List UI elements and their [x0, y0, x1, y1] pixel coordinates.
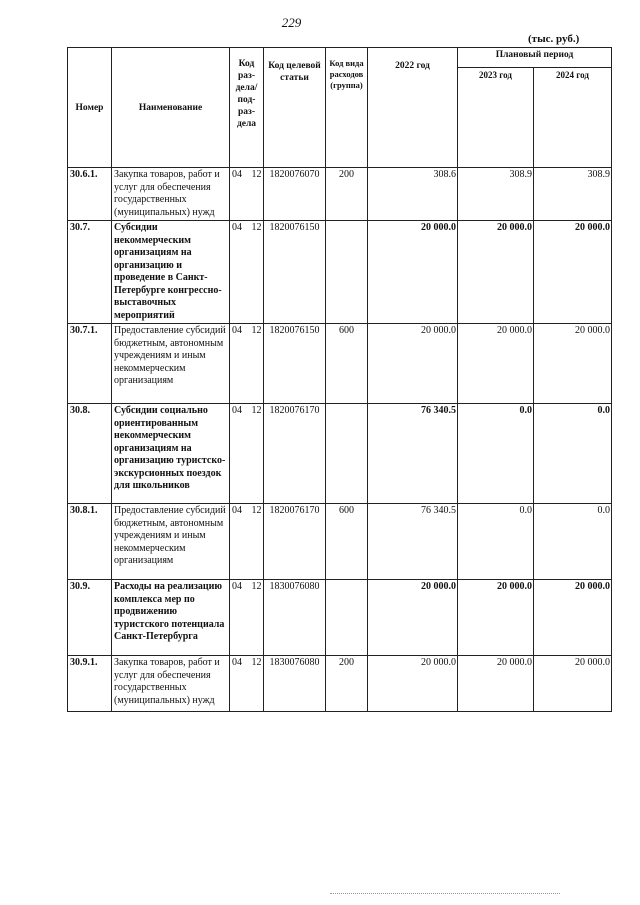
- row-amount-2022: 76 340.5: [368, 404, 458, 504]
- row-expense-code: 200: [326, 168, 368, 221]
- row-subsection: 12: [250, 324, 264, 404]
- row-number: 30.9.: [68, 580, 112, 656]
- row-target-code: 1830076080: [264, 656, 326, 712]
- header-expense: Код вида расходов (группа): [326, 48, 368, 168]
- header-plan-period: Плановый период: [458, 48, 612, 68]
- row-amount-2024: 0.0: [534, 504, 612, 580]
- row-amount-2024: 0.0: [534, 404, 612, 504]
- row-number: 30.8.1.: [68, 504, 112, 580]
- row-name: Закупка товаров, работ и услуг для обеспечения государственных (муниципальных) нужд: [112, 168, 230, 221]
- row-subsection: 12: [250, 504, 264, 580]
- header-target: Код целевой статьи: [264, 48, 326, 168]
- footer-mark: [330, 893, 560, 900]
- row-target-code: 1820076150: [264, 221, 326, 324]
- header-number: Номер: [68, 48, 112, 168]
- row-name: Субсидии социально ориентированным некоммерческим организациям на организацию туристско-экскурсионных поездок для школьников: [112, 404, 230, 504]
- row-expense-code: 600: [326, 324, 368, 404]
- header-2024: 2024 год: [534, 68, 612, 168]
- table-row: [68, 168, 612, 221]
- row-amount-2023: 20 000.0: [458, 324, 534, 404]
- row-number: 30.7.1.: [68, 324, 112, 404]
- row-amount-2022: 20 000.0: [368, 580, 458, 656]
- table-row: [68, 221, 612, 324]
- units-label: (тыс. руб.): [528, 33, 580, 45]
- row-amount-2024: 20 000.0: [534, 656, 612, 712]
- row-amount-2023: 0.0: [458, 504, 534, 580]
- row-name: Предоставление субсидий бюджетным, автономным учреждениям и иным некоммерческим организациям: [112, 504, 230, 580]
- row-expense-code: 200: [326, 656, 368, 712]
- row-section: 04: [230, 324, 250, 404]
- row-expense-code: [326, 404, 368, 504]
- row-section: 04: [230, 656, 250, 712]
- row-amount-2022: 20 000.0: [368, 656, 458, 712]
- row-target-code: 1830076080: [264, 580, 326, 656]
- row-amount-2024: 308.9: [534, 168, 612, 221]
- row-name: Закупка товаров, работ и услуг для обеспечения государственных (муниципальных) нужд: [112, 656, 230, 712]
- row-section: 04: [230, 580, 250, 656]
- row-subsection: 12: [250, 221, 264, 324]
- table-row: [68, 404, 612, 504]
- row-number: 30.7.: [68, 221, 112, 324]
- row-number: 30.6.1.: [68, 168, 112, 221]
- row-amount-2022: 20 000.0: [368, 324, 458, 404]
- row-name: Субсидии некоммерческим организациям на организацию и проведение в Санкт-Петербурге конгрессно-выставочных мероприятий: [112, 221, 230, 324]
- row-amount-2022: 76 340.5: [368, 504, 458, 580]
- header-section: Код раз-дела/ под-раз-дела: [230, 48, 264, 168]
- row-expense-code: [326, 580, 368, 656]
- table-row: [68, 656, 612, 712]
- row-subsection: 12: [250, 656, 264, 712]
- row-section: 04: [230, 404, 250, 504]
- row-name: Предоставление субсидий бюджетным, автономным учреждениям и иным некоммерческим организациям: [112, 324, 230, 404]
- row-subsection: 12: [250, 580, 264, 656]
- row-target-code: 1820076170: [264, 404, 326, 504]
- row-number: 30.8.: [68, 404, 112, 504]
- header-name: Наименование: [112, 48, 230, 168]
- row-amount-2023: 308.9: [458, 168, 534, 221]
- row-amount-2023: 20 000.0: [458, 221, 534, 324]
- page-number: 229: [281, 15, 302, 30]
- row-section: 04: [230, 168, 250, 221]
- row-amount-2024: 20 000.0: [534, 324, 612, 404]
- row-amount-2023: 0.0: [458, 404, 534, 504]
- row-amount-2024: 20 000.0: [534, 580, 612, 656]
- row-section: 04: [230, 221, 250, 324]
- row-expense-code: [326, 221, 368, 324]
- row-amount-2023: 20 000.0: [458, 580, 534, 656]
- table-row: [68, 580, 612, 656]
- row-amount-2022: 308.6: [368, 168, 458, 221]
- header-2023: 2023 год: [458, 68, 534, 168]
- row-target-code: 1820076170: [264, 504, 326, 580]
- row-subsection: 12: [250, 404, 264, 504]
- row-amount-2023: 20 000.0: [458, 656, 534, 712]
- row-name: Расходы на реализацию комплекса мер по продвижению туристского потенциала Санкт-Петербурга: [112, 580, 230, 656]
- row-amount-2024: 20 000.0: [534, 221, 612, 324]
- table-body: [68, 168, 612, 712]
- row-target-code: 1820076070: [264, 168, 326, 221]
- row-expense-code: 600: [326, 504, 368, 580]
- budget-table: [67, 47, 612, 712]
- row-subsection: 12: [250, 168, 264, 221]
- row-target-code: 1820076150: [264, 324, 326, 404]
- row-amount-2022: 20 000.0: [368, 221, 458, 324]
- header-2022: 2022 год: [368, 48, 458, 168]
- row-number: 30.9.1.: [68, 656, 112, 712]
- table-row: [68, 504, 612, 580]
- row-section: 04: [230, 504, 250, 580]
- table-row: [68, 324, 612, 404]
